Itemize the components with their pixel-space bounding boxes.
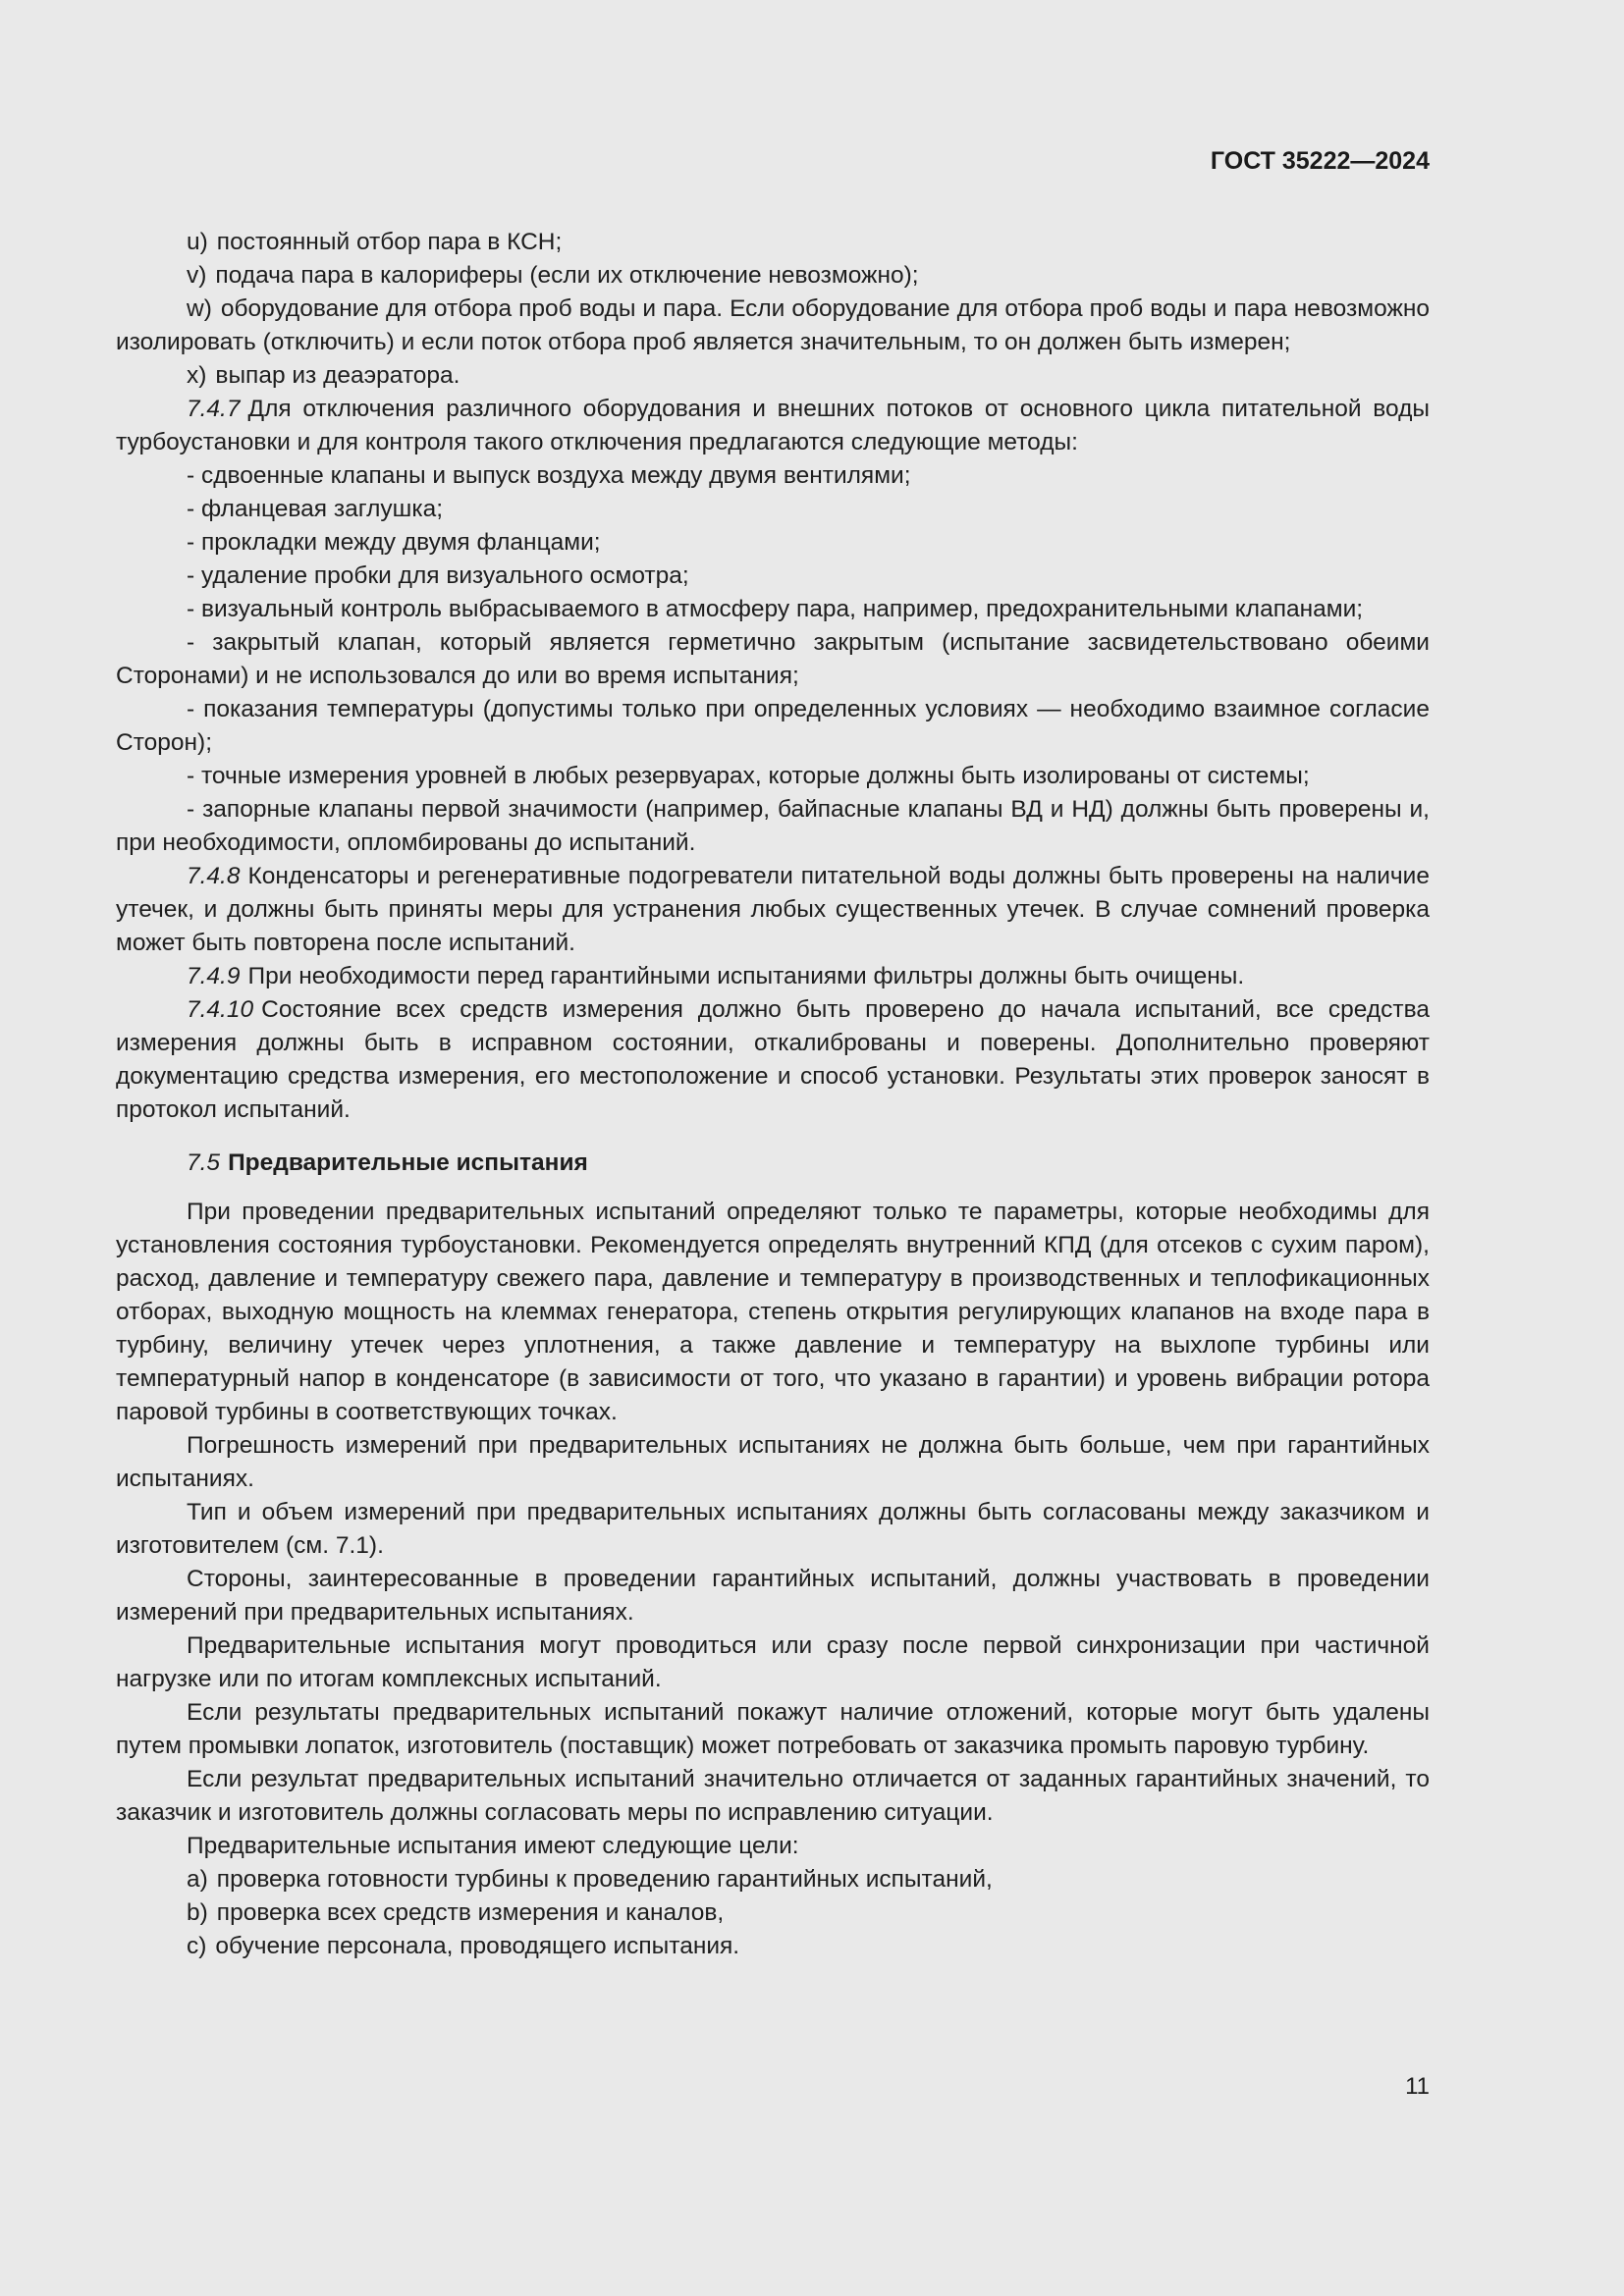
list-label: x) (187, 362, 207, 389)
method-item: - сдвоенные клапаны и выпуск воздуха между двумя вентилями; (187, 462, 911, 489)
list-text: оборудование для отбора проб воды и пара. Если оборудование для отбора проб воды и пара невозможно изолировать (отключить) и если поток отбора проб является значительным, то он должен быть измерен; (116, 295, 1430, 355)
section-number: 7.5 (187, 1149, 221, 1176)
list-text: проверка всех средств измерения и каналов, (216, 1899, 725, 1926)
method-item: - закрытый клапан, который является герметично закрытым (испытание засвидетельствовано обеими Сторонами) и не использовался до или во время испытания; (116, 629, 1430, 689)
list-text: обучение персонала, проводящего испытания. (215, 1933, 740, 1959)
method-item: - точные измерения уровней в любых резервуарах, которые должны быть изолированы от системы; (187, 763, 1310, 789)
list-text: постоянный отбор пара в КСН; (216, 229, 563, 255)
clause-7-4-9 (116, 960, 1430, 993)
clause-number: 7.4.10 (187, 996, 254, 1023)
method-item: - показания температуры (допустимы только при определенных условиях — необходимо взаимное согласие Сторон); (116, 696, 1430, 756)
list-label: b) (187, 1899, 208, 1926)
body-paragraph: Если результат предварительных испытаний значительно отличается от заданных гарантийных значений, то заказчик и изготовитель должны согласовать меры по исправлению ситуации. (116, 1766, 1430, 1826)
list-text: подача пара в калориферы (если их отключение невозможно); (215, 262, 919, 289)
method-item: - удаление пробки для визуального осмотра; (187, 562, 689, 589)
method-item: - запорные клапаны первой значимости (например, байпасные клапаны ВД и НД) должны быть проверены и, при необходимости, опломбированы до испытаний. (116, 796, 1430, 856)
list-item-v (116, 259, 1430, 293)
clause-7-4-8 (116, 860, 1430, 960)
method-item: - визуальный контроль выбрасываемого в атмосферу пара, например, предохранительными клапанами; (187, 596, 1364, 622)
list-label: c) (187, 1933, 207, 1959)
body-paragraph: Предварительные испытания могут проводиться или сразу после первой синхронизации при частичной нагрузке или по итогам комплексных испытаний. (116, 1632, 1430, 1692)
goal-item-b (116, 1896, 1430, 1930)
list-label: a) (187, 1866, 208, 1893)
list-text: проверка готовности турбины к проведению гарантийных испытаний, (216, 1866, 993, 1893)
clause-text: Конденсаторы и регенеративные подогреватели питательной воды должны быть проверены на наличие утечек, и должны быть приняты меры для устранения любых существенных утечек. В случае сомнений проверка может быть повторена после испытаний. (116, 863, 1430, 956)
goal-item-c (116, 1930, 1430, 1963)
list-label: u) (187, 229, 208, 255)
goal-item-a (116, 1863, 1430, 1896)
body-paragraph: Предварительные испытания имеют следующие цели: (187, 1833, 799, 1859)
document-body (116, 226, 1430, 1963)
section-heading-7-5 (116, 1147, 1430, 1180)
method-item: - фланцевая заглушка; (187, 496, 444, 522)
list-label: w) (187, 295, 212, 322)
clause-7-4-7 (116, 393, 1430, 459)
clause-number: 7.4.9 (187, 963, 241, 989)
body-paragraph: При проведении предварительных испытаний определяют только те параметры, которые необходимы для установления состояния турбоустановки. Рекомендуется определять внутренний КПД (для отсеков с сухим паром), расход, давление и температуру свежего пара, давление и температуру в производственных и теплофикационных отборах, выходную мощность на клеммах генератора, степень открытия регулирующих клапанов на входе пара в турбину, величину утечек через уплотнения, а также давление и температуру на выхлопе турбины или температурный напор в конденсаторе (в зависимости от того, что указано в гарантии) и уровень вибрации ротора паровой турбины в соответствующих точках. (116, 1199, 1430, 1425)
document-header: ГОСТ 35222—2024 (1210, 147, 1430, 175)
clause-number: 7.4.7 (187, 396, 241, 422)
list-item-u (116, 226, 1430, 259)
method-item: - прокладки между двумя фланцами; (187, 529, 601, 556)
clause-text: При необходимости перед гарантийными испытаниями фильтры должны быть очищены. (247, 963, 1245, 989)
clause-number: 7.4.8 (187, 863, 241, 889)
body-paragraph: Погрешность измерений при предварительных испытаниях не должна быть больше, чем при гарантийных испытаниях. (116, 1432, 1430, 1492)
body-paragraph: Если результаты предварительных испытаний покажут наличие отложений, которые могут быть удалены путем промывки лопаток, изготовитель (поставщик) может потребовать от заказчика промыть паровую турбину. (116, 1699, 1430, 1759)
list-item-w (116, 293, 1430, 359)
list-item-x (116, 359, 1430, 393)
section-title-text: Предварительные испытания (228, 1149, 588, 1176)
list-text: выпар из деаэратора. (215, 362, 460, 389)
body-paragraph: Стороны, заинтересованные в проведении гарантийных испытаний, должны участвовать в проведении измерений при предварительных испытаниях. (116, 1566, 1430, 1626)
list-label: v) (187, 262, 207, 289)
clause-text: Для отключения различного оборудования и внешних потоков от основного цикла питательной воды турбоустановки и для контроля такого отключения предлагаются следующие методы: (116, 396, 1430, 455)
clause-7-4-10 (116, 993, 1430, 1127)
body-paragraph: Тип и объем измерений при предварительных испытаниях должны быть согласованы между заказчиком и изготовителем (см. 7.1). (116, 1499, 1430, 1559)
clause-text: Состояние всех средств измерения должно быть проверено до начала испытаний, все средства измерения должны быть в исправном состоянии, откалиброваны и поверены. Дополнительно проверяют документацию средства измерения, его местоположение и способ установки. Результаты этих проверок заносят в протокол испытаний. (116, 996, 1430, 1123)
page-number: 11 (1405, 2073, 1430, 2100)
